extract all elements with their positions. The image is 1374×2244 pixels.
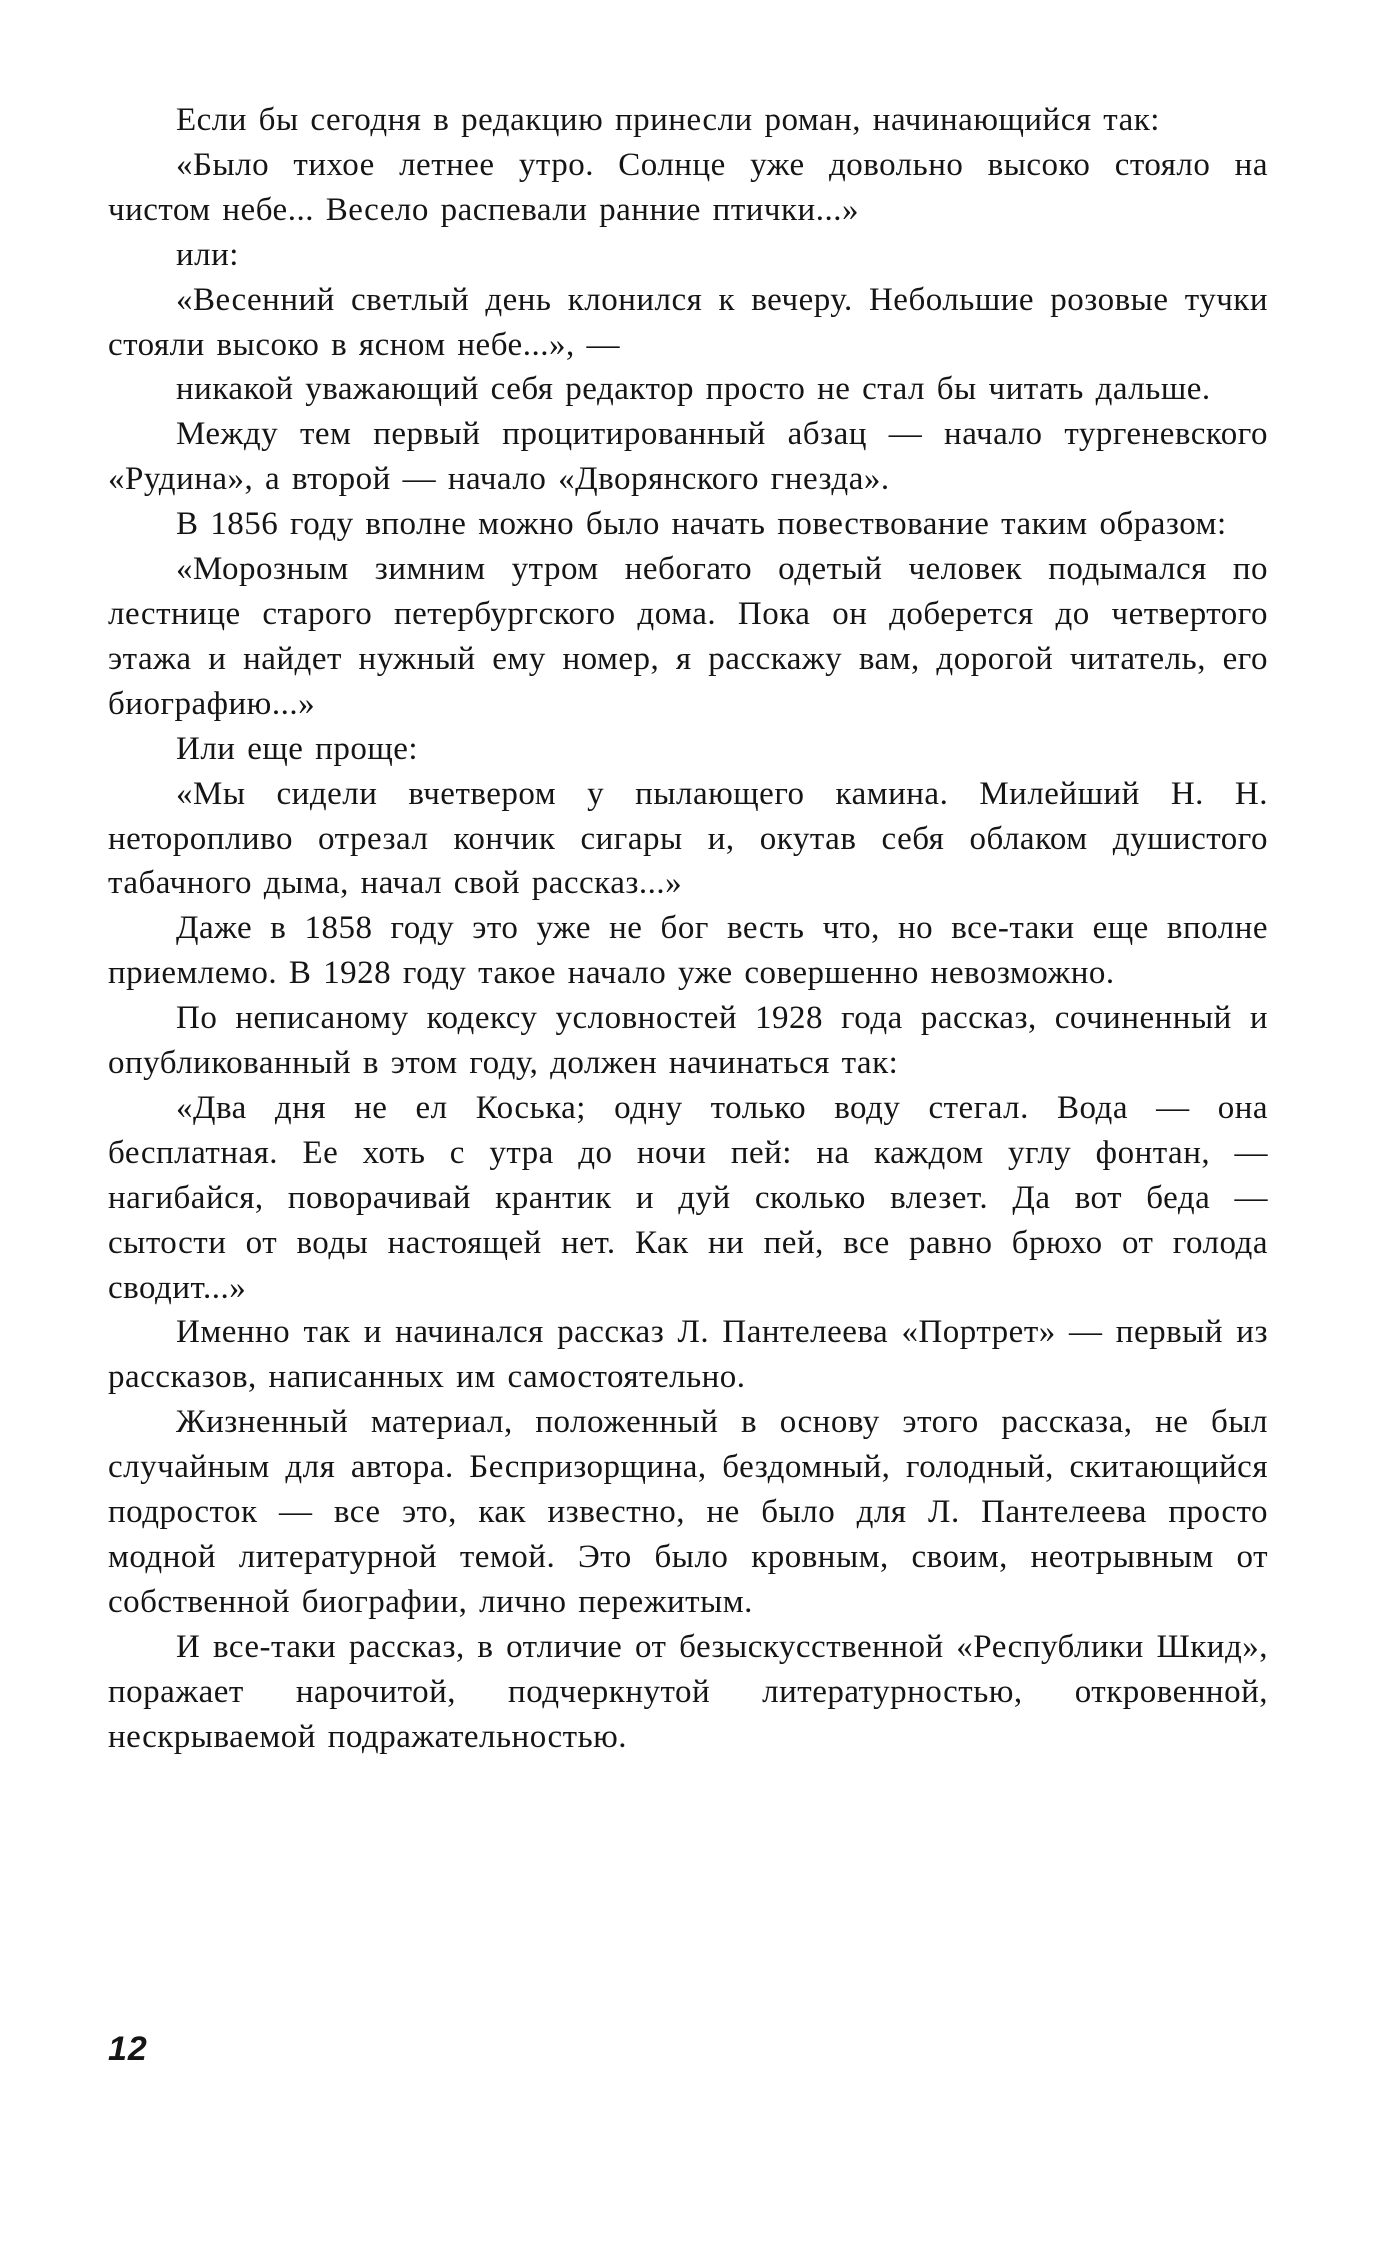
paragraph: Между тем первый процитированный абзац — начало тургеневского «Рудина», а второй — начало «Дворянского гнезда». <box>108 416 1268 498</box>
paragraph: или: <box>176 236 239 273</box>
quote-paragraph: «Весенний светлый день клонился к вечеру. Небольшие розовые тучки стояли высоко в ясном небе...», — <box>108 281 1268 363</box>
paragraph: Если бы сегодня в редакцию принесли роман, начинающийся так: <box>176 102 1160 138</box>
page-number: 12 <box>108 2030 148 2068</box>
paragraph: Именно так и начинался рассказ Л. Пантелеева «Портрет» — первый из рассказов, написанных им самостоятельно. <box>108 1314 1268 1396</box>
quote-paragraph: «Два дня не ел Коська; одну только воду стегал. Вода — она бесплатная. Ее хоть с утра до ночи пей: на каждом углу фонтан, — нагибайся, поворачивай крантик и дуй сколько влезет. Да вот беда — сытости от воды настоящей нет. Как ни пей, все равно брюхо от голода сводит...» <box>108 1089 1268 1306</box>
paragraph: По неписаному кодексу условностей 1928 года рассказ, сочиненный и опубликованный в этом году, должен начинаться так: <box>108 1000 1268 1082</box>
quote-paragraph: «Морозным зимним утром небогато одетый человек подымался по лестнице старого петербургского дома. Пока он доберется до четвертого этажа и найдет нужный ему номер, я расскажу вам, дорогой читатель, его биографию...» <box>108 551 1268 722</box>
paragraph: В 1856 году вполне можно было начать повествование таким образом: <box>176 506 1227 543</box>
quote-paragraph: «Было тихое летнее утро. Солнце уже довольно высоко стояло на чистом небе... Весело распевали ранние птички...» <box>108 146 1268 228</box>
paragraph: Или еще проще: <box>176 730 419 767</box>
paragraph: Даже в 1858 году это уже не бог весть что, но все-таки еще вполне приемлемо. В 1928 году такое начало уже совершенно невозможно. <box>108 910 1268 992</box>
paragraph: И все-таки рассказ, в отличие от безыскусственной «Республики Шкид», поражает нарочитой, подчеркнутой литературностью, откровенной, нескрываемой подражательностью. <box>108 1628 1268 1755</box>
paragraph: Жизненный материал, положенный в основу этого рассказа, не был случайным для автора. Беспризорщина, бездомный, голодный, скитающийся подросток — все это, как известно, не было для Л. Пантелеева просто модной литературной темой. Это было кровным, своим, неотрывным от собственной биографии, лично пережитым. <box>108 1404 1268 1620</box>
body-text <box>108 98 1268 1760</box>
quote-paragraph: «Мы сидели вчетвером у пылающего камина. Милейший Н. Н. неторопливо отрезал кончик сигары и, окутав себя облаком душистого табачного дыма, начал свой рассказ...» <box>108 775 1268 902</box>
paragraph: никакой уважающий себя редактор просто не стал бы читать дальше. <box>176 371 1211 408</box>
